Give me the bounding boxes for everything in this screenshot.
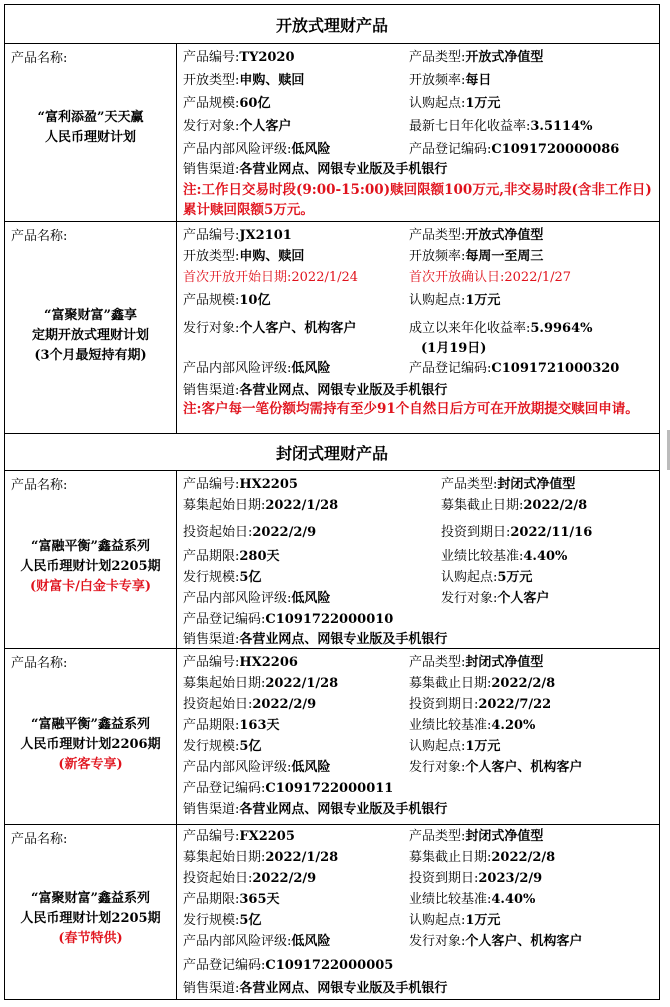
detail-field: 发行对象:个人客户、机构客户	[409, 934, 583, 949]
product-name-label: 产品名称:	[11, 656, 68, 671]
product-name-line: (3个月最短持有期)	[34, 348, 147, 363]
detail-field: (1月19日)	[421, 341, 487, 356]
product-name-line: 人民币理财计划2205期	[20, 559, 161, 574]
detail-field: 产品期限:365天	[183, 892, 280, 907]
detail-field: 投资到期日:2022/11/16	[441, 525, 593, 540]
product-name-cell	[5, 825, 177, 999]
detail-field: 投资起始日:2022/2/9	[183, 697, 317, 712]
product-name-line: 人民币理财计划2206期	[20, 737, 161, 752]
detail-field: 募集起始日期:2022/1/28	[183, 850, 339, 865]
sales-channel: 销售渠道:各营业网点、网银专业版及手机银行	[183, 802, 448, 817]
detail-field: 开放类型:申购、赎回	[183, 73, 305, 88]
detail-field: 产品内部风险评级:低风险	[183, 760, 331, 775]
product-name-line: 人民币理财计划	[44, 130, 136, 145]
detail-field: 认购起点:1万元	[409, 96, 501, 111]
detail-field: 募集起始日期:2022/1/28	[183, 498, 339, 513]
product-name-line: “富聚财富”鑫享	[44, 308, 137, 323]
detail-field: 认购起点:1万元	[409, 739, 501, 754]
detail-field: 产品内部风险评级:低风险	[183, 934, 331, 949]
product-name-cell	[5, 649, 177, 824]
detail-field: 产品编号:FX2205	[183, 829, 295, 844]
detail-field: 募集截止日期:2022/2/8	[409, 676, 556, 691]
product-name-tag: (春节特供)	[58, 931, 123, 946]
detail-field: 产品类型:封闭式净值型	[441, 477, 576, 492]
detail-field: 业绩比较基准:4.40%	[409, 892, 536, 907]
detail-field: 产品期限:163天	[183, 718, 280, 733]
detail-field: 发行规模:5亿	[183, 739, 262, 754]
detail-field: 投资起始日:2022/2/9	[183, 871, 317, 886]
section-title-closed: 封闭式理财产品	[4, 433, 660, 470]
detail-field	[183, 337, 409, 357]
product-note: 注:客户每一笔份额均需持有至少91个自然日后方可在开放期提交赎回申请。	[183, 401, 639, 417]
detail-field: 业绩比较基准:4.20%	[409, 718, 536, 733]
product-name-tag: (新客专享)	[58, 757, 123, 772]
product-name-line: “富融平衡”鑫益系列	[31, 539, 150, 554]
product-name-cell	[5, 44, 177, 221]
detail-field: 产品登记编码:C1091720000086	[409, 142, 620, 157]
detail-field: 发行规模:5亿	[183, 913, 262, 928]
sales-channel: 销售渠道:各营业网点、网银专业版及手机银行	[183, 162, 448, 177]
detail-field: 产品类型:开放式净值型	[409, 228, 544, 243]
product-name	[5, 108, 176, 148]
detail-field: 成立以来年化收益率:5.9964%	[409, 321, 593, 336]
product-name-label: 产品名称:	[11, 229, 68, 244]
product-name-cell	[5, 471, 177, 648]
product-name-label: 产品名称:	[11, 478, 68, 493]
product-name-cell	[5, 222, 177, 433]
product-note: 注:工作日交易时段(9:00-15:00)赎回限额100万元,非交易时段(含非工作日)累计赎回限额5万元。	[183, 182, 652, 218]
product-document	[4, 4, 660, 1000]
detail-field: 发行对象:个人客户、机构客户	[183, 321, 357, 336]
detail-field: 发行对象:个人客户、机构客户	[409, 760, 583, 775]
detail-field: 发行规模:5亿	[183, 570, 262, 585]
detail-field: 认购起点:1万元	[409, 293, 501, 308]
product-details	[177, 649, 659, 824]
detail-field: 产品期限:280天	[183, 549, 280, 564]
detail-field: 募集截止日期:2022/2/8	[441, 498, 588, 513]
product-name	[5, 306, 176, 366]
sales-channel: 销售渠道:各营业网点、网银专业版及手机银行	[183, 632, 448, 647]
detail-field: 产品登记编码:C1091722000010	[183, 612, 394, 627]
product-card	[4, 221, 660, 433]
detail-field: 产品编号:JX2101	[183, 228, 292, 243]
detail-field: 产品编号:HX2206	[183, 655, 298, 670]
product-name-line: “富融平衡”鑫益系列	[31, 717, 150, 732]
detail-field: 投资到期日:2023/2/9	[409, 871, 543, 886]
detail-field: 产品登记编码:C1091722000005	[183, 958, 394, 973]
product-name-label: 产品名称:	[11, 51, 68, 66]
section-title-open: 开放式理财产品	[4, 4, 660, 43]
product-details	[177, 825, 659, 999]
product-name-line: “富利添盈”天天赢	[37, 110, 144, 125]
sales-channel: 销售渠道:各营业网点、网银专业版及手机银行	[183, 981, 448, 996]
product-name	[5, 715, 176, 775]
sales-channel: 销售渠道:各营业网点、网银专业版及手机银行	[183, 383, 448, 398]
detail-field: 募集截止日期:2022/2/8	[409, 850, 556, 865]
detail-field: 产品编号:HX2205	[183, 477, 298, 492]
detail-field: 认购起点:1万元	[409, 913, 501, 928]
product-name-line: 人民币理财计划2205期	[20, 911, 161, 926]
detail-field: 产品登记编码:C1091722000011	[183, 781, 394, 796]
detail-field: 产品内部风险评级:低风险	[183, 591, 331, 606]
product-card	[4, 648, 660, 824]
detail-field: 发行对象:个人客户	[183, 119, 292, 134]
product-name	[5, 537, 176, 597]
product-name-tag: (财富卡/白金卡专享)	[29, 579, 152, 594]
detail-field: 产品内部风险评级:低风险	[183, 361, 331, 376]
detail-field: 产品规模:10亿	[183, 293, 271, 308]
detail-field: 投资到期日:2022/7/22	[409, 697, 552, 712]
product-name-line: 定期开放式理财计划	[31, 328, 149, 343]
detail-field: 产品登记编码:C1091721000320	[409, 361, 620, 376]
detail-field: 募集起始日期:2022/1/28	[183, 676, 339, 691]
detail-field: 投资起始日:2022/2/9	[183, 525, 317, 540]
detail-field: 产品类型:开放式净值型	[409, 50, 544, 65]
detail-field: 开放频率:每周一至周三	[409, 249, 544, 264]
detail-field: 认购起点:5万元	[441, 570, 533, 585]
product-card	[4, 43, 660, 221]
detail-field: 产品编号:TY2020	[183, 50, 295, 65]
detail-field: 业绩比较基准:4.40%	[441, 549, 568, 564]
product-name	[5, 889, 176, 949]
product-details	[177, 44, 659, 221]
detail-field: 开放类型:申购、赎回	[183, 249, 305, 264]
detail-field: 产品类型:封闭式净值型	[409, 829, 544, 844]
detail-field: 产品内部风险评级:低风险	[183, 142, 331, 157]
detail-field: 最新七日年化收益率:3.5114%	[409, 119, 593, 134]
detail-field: 首次开放确认日:2022/1/27	[409, 270, 572, 285]
detail-field: 产品规模:60亿	[183, 96, 271, 111]
product-details	[177, 222, 659, 433]
detail-field: 首次开放开始日期:2022/1/24	[183, 270, 359, 285]
product-details	[177, 471, 659, 648]
product-card	[4, 824, 660, 1000]
detail-field: 产品类型:封闭式净值型	[409, 655, 544, 670]
product-name-label: 产品名称:	[11, 832, 68, 847]
detail-field: 发行对象:个人客户	[441, 591, 550, 606]
product-name-line: “富聚财富”鑫益系列	[31, 891, 150, 906]
product-card	[4, 470, 660, 648]
detail-field: 开放频率:每日	[409, 73, 492, 88]
